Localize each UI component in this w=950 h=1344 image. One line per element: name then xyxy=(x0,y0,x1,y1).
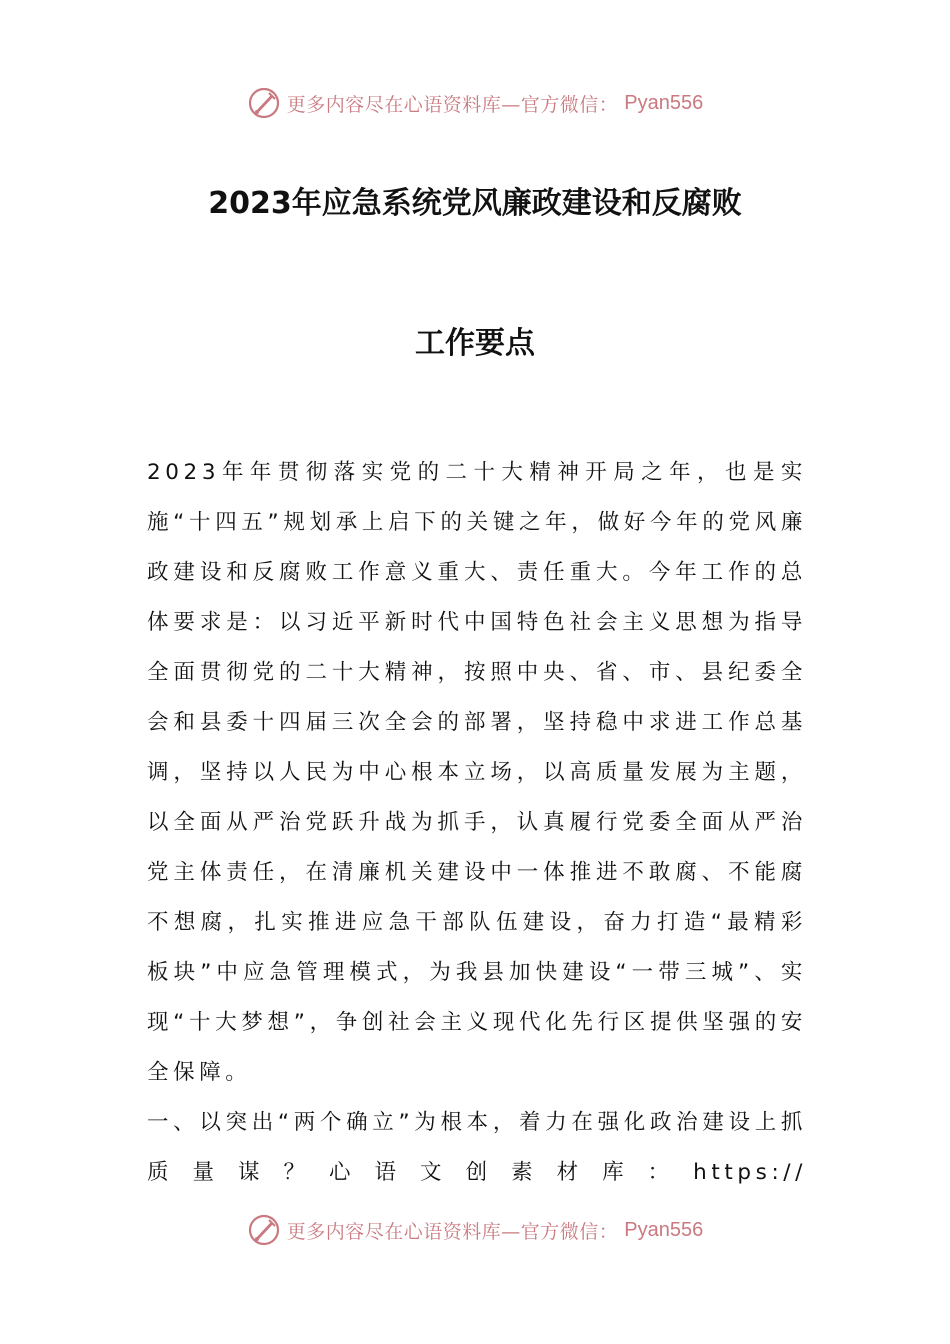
document-title-line-2: 工作要点 xyxy=(415,326,535,361)
watermark-text: 更多内容尽在心语资料库—官方微信： xyxy=(286,1220,619,1243)
watermark-text: 更多内容尽在心语资料库—官方微信： xyxy=(286,93,619,116)
quill-pen-logo-icon xyxy=(247,86,281,120)
document-title-line-1: 2023年应急系统党风廉政建设和反腐败 xyxy=(208,186,742,221)
document-body xyxy=(147,448,807,1198)
watermark-header xyxy=(0,83,950,123)
watermark-handle: Pyan556 xyxy=(624,1218,704,1241)
quill-pen-logo-icon xyxy=(247,1213,281,1247)
body-paragraph-1: 2023年年贯彻落实党的二十大精神开局之年，也是实施“十四五”规划承上启下的关键之年，做好今年的党风廉政建设和反腐败工作意义重大、责任重大。今年工作的总体要求是：以习近平新时代中国特色社会主义思想为指导全面贯彻党的二十大精神，按照中央、省、市、县纪委全会和县委十四届三次全会的部署，坚持稳中求进工作总基调，坚持以人民为中心根本立场，以高质量发展为主题，以全面从严治党跃升战为抓手，认真履行党委全面从严治党主体责任，在清廉机关建设中一体推进不敢腐、不能腐不想腐，扎实推进应急干部队伍建设，奋力打造“最精彩板块”中应急管理模式，为我县加快建设“一带三城”、实现“十大梦想”，争创社会主义现代化先行区提供坚强的安全保障。 xyxy=(147,460,807,1085)
watermark-footer xyxy=(0,1210,950,1250)
body-paragraph-2: 一、以突出“两个确立”为根本，着力在强化政治建设上抓质量谋？心语文创素材库：https:// xyxy=(147,1110,807,1185)
watermark-handle: Pyan556 xyxy=(624,91,704,114)
